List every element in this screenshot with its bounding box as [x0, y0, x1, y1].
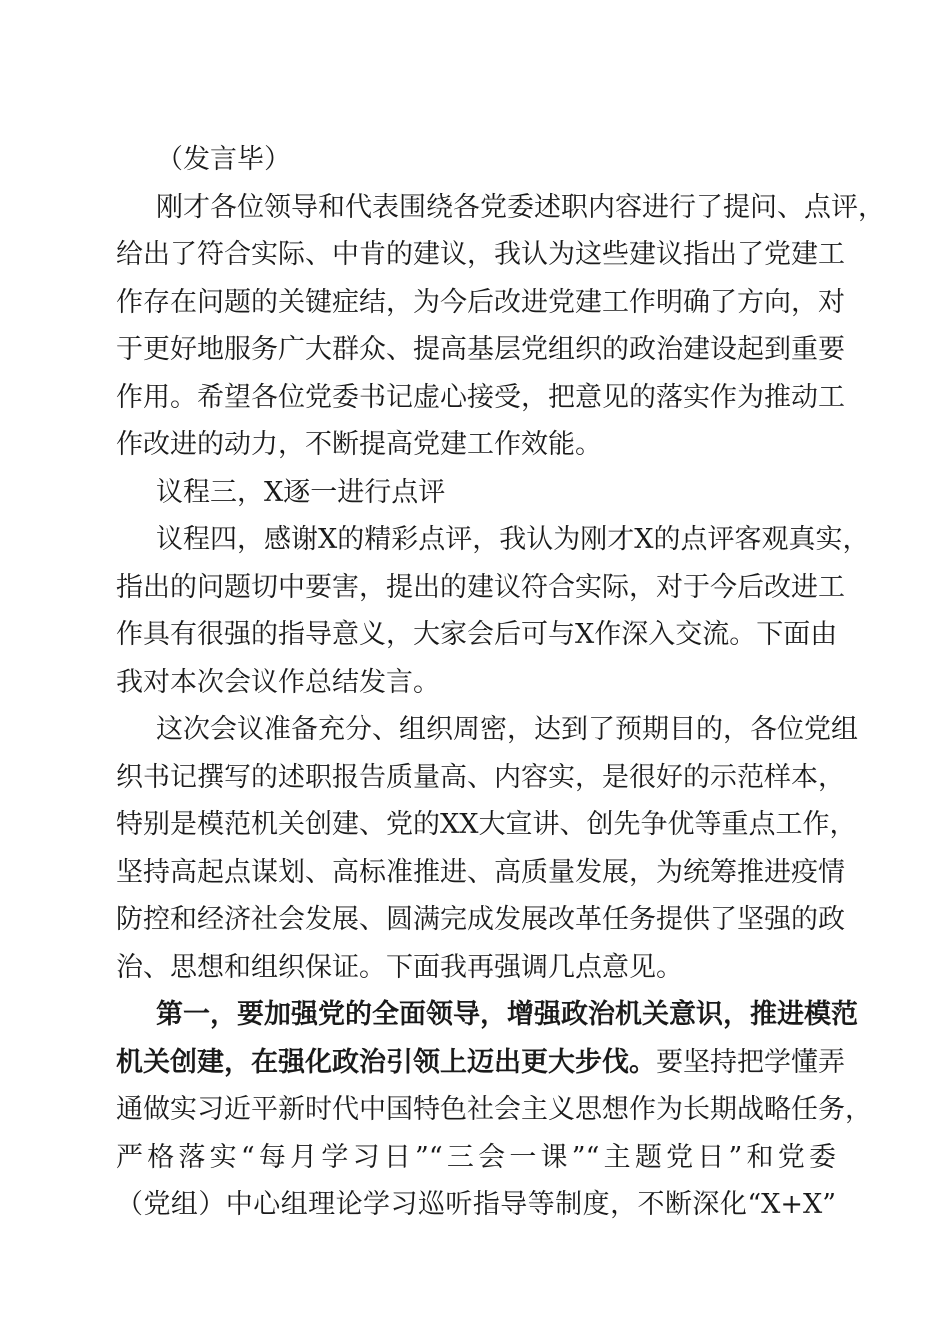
text-line: 作存在问题的关键症结，为今后改进党建工作明确了方向，对 [116, 287, 845, 318]
text-line: 作用。希望各位党委书记虚心接受，把意见的落实作为推动工 [116, 382, 845, 413]
text-line: 坚持高起点谋划、高标准推进、高质量发展，为统筹推进疫情 [116, 857, 845, 888]
bold-lead: 机关创建，在强化政治引领上迈出更大步伐。 [116, 1047, 656, 1078]
text-line: 特别是模范机关创建、党的XX大宣讲、创先争优等重点工作， [116, 809, 857, 840]
text-line: （发言毕） [156, 144, 291, 175]
text-line: 治、思想和组织保证。下面我再强调几点意见。 [116, 952, 683, 983]
text-line: 于更好地服务广大群众、提高基层党组织的政治建设起到重要 [116, 334, 845, 365]
normal-tail: 要坚持把学懂弄 [656, 1047, 845, 1078]
text-line: 指出的问题切中要害，提出的建议符合实际，对于今后改进工 [116, 572, 845, 603]
text-line: 通做实习近平新时代中国特色社会主义思想作为长期战略任务， [116, 1094, 872, 1125]
text-line: 作改进的动力，不断提高党建工作效能。 [116, 429, 602, 460]
text-line: 防控和经济社会发展、圆满完成发展改革任务提供了坚强的政 [116, 904, 845, 935]
text-line: 刚才各位领导和代表围绕各党委述职内容进行了提问、点评， [156, 192, 885, 223]
text-line: （党组）中心组理论学习巡听指导等制度，不断深化“X+X” [116, 1189, 836, 1220]
text-line: 严格落实“每月学习日”“三会一课”“主题党日”和党委 [116, 1142, 836, 1173]
text-line: 给出了符合实际、中肯的建议，我认为这些建议指出了党建工 [116, 239, 845, 270]
text-line: 作具有很强的指导意义，大家会后可与X作深入交流。下面由 [116, 619, 838, 650]
text-line: 我对本次会议作总结发言。 [116, 667, 440, 698]
text-line: 织书记撰写的述职报告质量高、内容实，是很好的示范样本， [116, 762, 845, 793]
text-line: 议程三，X逐一进行点评 [156, 477, 446, 508]
text-line-bold: 第一，要加强党的全面领导，增强政治机关意识，推进模范 [156, 999, 858, 1030]
text-line: 议程四，感谢X的精彩点评，我认为刚才X的点评客观真实， [156, 524, 870, 555]
text-line-mixed [116, 1043, 845, 1083]
text-line: 这次会议准备充分、组织周密，达到了预期目的，各位党组 [156, 714, 858, 745]
